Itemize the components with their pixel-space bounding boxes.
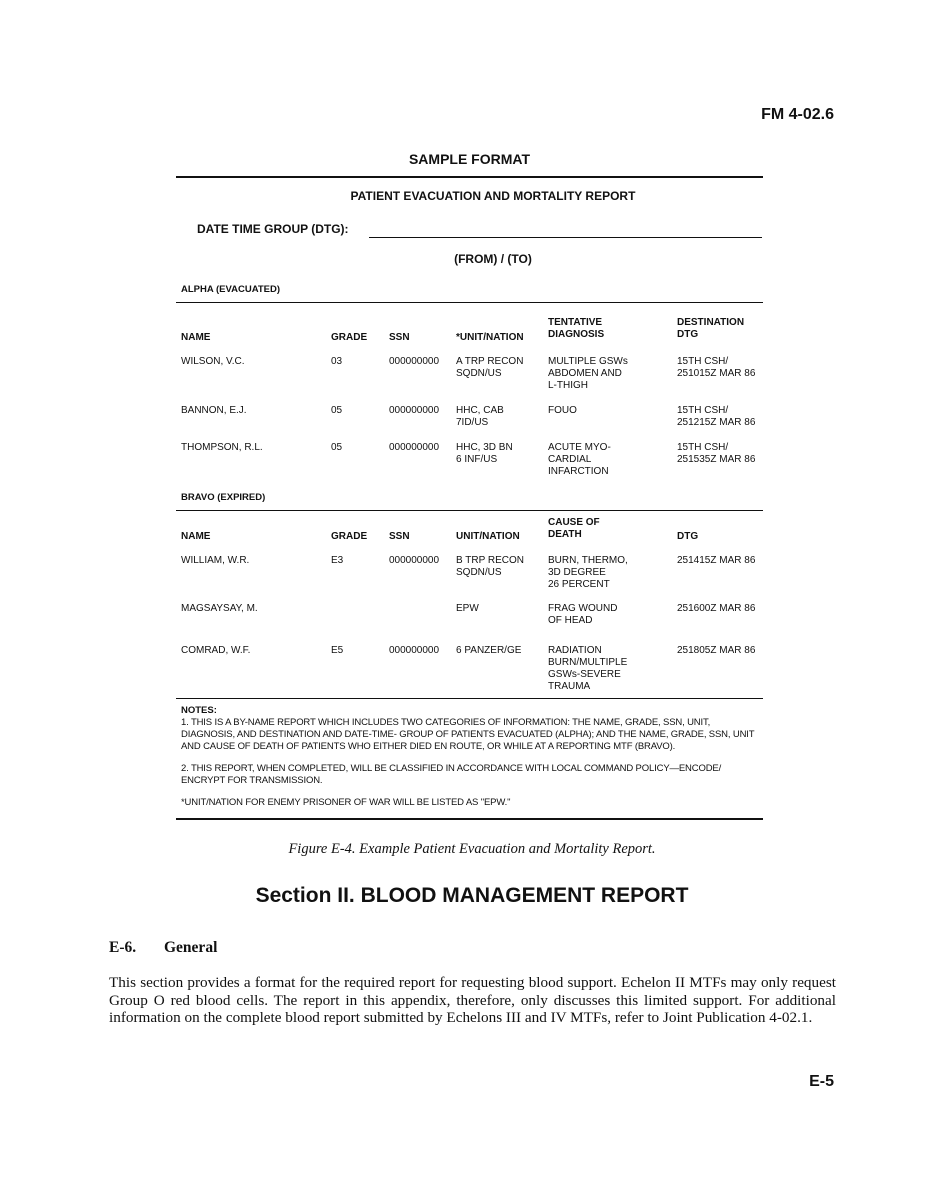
alpha-row1-ssn: 000000000	[389, 356, 440, 367]
alpha-row2-name: BANNON, E.J.	[181, 405, 247, 416]
dtg-label: DATE TIME GROUP (DTG):	[197, 222, 349, 236]
alpha-row1-name: WILSON, V.C.	[181, 356, 245, 367]
form-title: SAMPLE FORMAT	[408, 151, 531, 167]
alpha-row3-diagnosis: ACUTE MYO- CARDIAL INFARCTION	[548, 442, 611, 477]
page-number: E-5	[809, 1073, 834, 1090]
alpha-row2-destination: 15TH CSH/ 251215Z MAR 86	[677, 405, 756, 428]
bravo-row1-dtg: 251415Z MAR 86	[677, 555, 756, 566]
bravo-header-unit: UNIT/NATION	[456, 531, 520, 542]
alpha-header-destination: DESTINATION DTG	[677, 317, 745, 340]
bravo-row1-cause: BURN, THERMO, 3D DEGREE 26 PERCENT	[548, 555, 628, 590]
note-1: 1. THIS IS A BY-NAME REPORT WHICH INCLUDES TWO CATEGORIES OF INFORMATION: THE NAME, GRADE, SSN, UNIT, DIAGNOSIS, AND DESTINATION AND DATE-TIME- GROUP OF PATIENTS EVACUATED (ALPHA); AND THE NAME, GRADE, SSN, UNIT AND CAUSE OF DEATH OF PATIENTS WHO EITHER DIED EN ROUTE, OR WHILE AT A REPORTING MTF (BRAVO).	[181, 717, 755, 752]
section-heading: Section II. BLOOD MANAGEMENT REPORT	[255, 884, 689, 907]
bravo-header-name: NAME	[181, 531, 211, 542]
bravo-header-ssn: SSN	[389, 531, 410, 542]
alpha-header-diagnosis: TENTATIVE DIAGNOSIS	[548, 317, 605, 340]
bravo-header-cause: CAUSE OF DEATH	[548, 517, 600, 540]
bravo-row3-name: COMRAD, W.F.	[181, 645, 251, 656]
dtg-fill-line	[369, 237, 762, 238]
form-top-rule	[176, 176, 763, 178]
bravo-row3-cause: RADIATION BURN/MULTIPLE GSWs-SEVERE TRAUMA	[548, 645, 628, 692]
bravo-row3-dtg: 251805Z MAR 86	[677, 645, 756, 656]
alpha-header-name: NAME	[181, 332, 211, 343]
bravo-row2-unit: EPW	[456, 603, 479, 614]
bravo-row2-dtg: 251600Z MAR 86	[677, 603, 756, 614]
alpha-row1-diagnosis: MULTIPLE GSWs ABDOMEN AND L-THIGH	[548, 356, 628, 391]
alpha-section-label: ALPHA (EVACUATED)	[181, 284, 281, 295]
bravo-row1-unit: B TRP RECON SQDN/US	[456, 555, 524, 578]
bravo-section-label: BRAVO (EXPIRED)	[181, 492, 266, 503]
bravo-row3-unit: 6 PANZER/GE	[456, 645, 522, 656]
form-bottom-rule	[176, 818, 763, 820]
alpha-header-ssn: SSN	[389, 332, 410, 343]
subsection-title: General	[164, 939, 218, 956]
alpha-row1-destination: 15TH CSH/ 251015Z MAR 86	[677, 356, 756, 379]
bravo-row3-ssn: 000000000	[389, 645, 440, 656]
alpha-row1-unit: A TRP RECON SQDN/US	[456, 356, 524, 379]
note-2: 2. THIS REPORT, WHEN COMPLETED, WILL BE CLASSIFIED IN ACCORDANCE WITH LOCAL COMMAND POLICY—ENCODE/ ENCRYPT FOR TRANSMISSION.	[181, 763, 722, 786]
alpha-row2-ssn: 000000000	[389, 405, 440, 416]
bravo-rule	[176, 510, 763, 511]
alpha-row3-name: THOMPSON, R.L.	[181, 442, 263, 453]
alpha-row1-grade: 03	[331, 356, 343, 367]
alpha-row3-destination: 15TH CSH/ 251535Z MAR 86	[677, 442, 756, 465]
bravo-row2-cause: FRAG WOUND OF HEAD	[548, 603, 618, 626]
note-3: *UNIT/NATION FOR ENEMY PRISONER OF WAR WILL BE LISTED AS "EPW."	[181, 797, 511, 808]
from-to-label: (FROM) / (TO)	[454, 252, 532, 266]
notes-title: NOTES:	[181, 705, 217, 716]
bravo-row1-grade: E3	[331, 555, 344, 566]
bravo-row1-name: WILLIAM, W.R.	[181, 555, 250, 566]
alpha-header-grade: GRADE	[331, 332, 368, 343]
figure-caption: Figure E-4. Example Patient Evacuation and Mortality Report.	[288, 841, 656, 857]
report-title: PATIENT EVACUATION AND MORTALITY REPORT	[350, 189, 636, 203]
alpha-row2-unit: HHC, CAB 7ID/US	[456, 405, 504, 428]
alpha-row2-grade: 05	[331, 405, 343, 416]
alpha-row3-unit: HHC, 3D BN 6 INF/US	[456, 442, 513, 465]
bravo-row1-ssn: 000000000	[389, 555, 440, 566]
alpha-row2-diagnosis: FOUO	[548, 405, 577, 416]
alpha-rule	[176, 302, 763, 303]
bravo-row2-name: MAGSAYSAY, M.	[181, 603, 258, 614]
bravo-header-dtg: DTG	[677, 531, 699, 542]
bravo-header-grade: GRADE	[331, 531, 368, 542]
subsection-number: E-6.	[109, 939, 137, 956]
alpha-header-unit: *UNIT/NATION	[456, 332, 524, 343]
alpha-row3-grade: 05	[331, 442, 343, 453]
notes-rule	[176, 698, 763, 699]
running-header: FM 4-02.6	[761, 106, 834, 123]
bravo-row3-grade: E5	[331, 645, 344, 656]
alpha-row3-ssn: 000000000	[389, 442, 440, 453]
body-paragraph: This section provides a format for the required report for requesting blood support. Echelon II MTFs may only request Group O red blood cells. The report in this appendix, therefore, only discusses this limited support. For additional information on the complete blood report submitted by Echelons III and IV MTFs, refer to Joint Publication 4-02.1.	[109, 974, 836, 1026]
